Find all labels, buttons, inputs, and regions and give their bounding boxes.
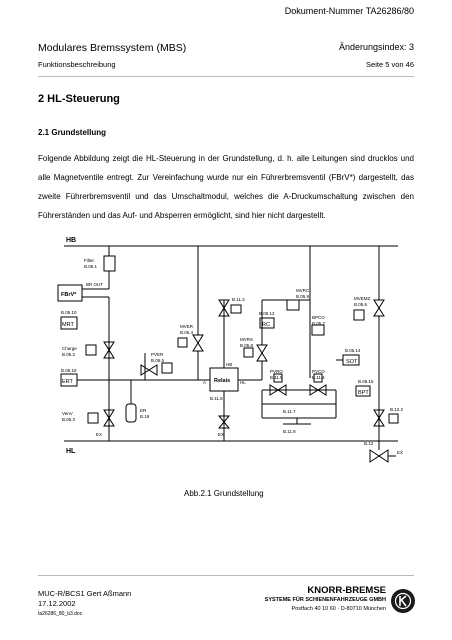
label-pvro-ref: B.11.5	[270, 375, 283, 380]
label-filter: Filter	[84, 258, 94, 263]
label-ex-2: EX	[218, 432, 225, 437]
document-number: Dokument-Nummer TA26286/80	[284, 6, 414, 16]
footer-divider	[38, 575, 414, 576]
label-bpco: BPCO	[312, 315, 325, 320]
label-er: ER	[140, 408, 147, 413]
change-index: Änderungsindex: 3	[338, 42, 414, 52]
footer-date: 17.12.2002	[38, 599, 76, 608]
label-v12: B.12	[364, 441, 374, 446]
subsection-heading: 2.1 Grundstellung	[38, 128, 107, 137]
label-mver-ref: B.05.4	[180, 330, 194, 335]
knorr-logo-icon	[390, 588, 416, 614]
footer-author: MUC-R/BCS1 Gert Aßmann	[38, 589, 132, 598]
label-rc: RC	[262, 322, 270, 328]
figure-caption: Abb.2.1 Grundstellung	[184, 489, 264, 498]
label-mvrs: MVRS	[240, 337, 254, 342]
label-pvco: PVCO	[312, 369, 325, 374]
label-pvco-ref: B.11.4	[312, 375, 325, 380]
label-v11-8: B.11.8	[283, 429, 296, 434]
label-hl: HL	[66, 448, 76, 455]
page-number: Seite 5 von 46	[366, 60, 414, 69]
footer-meta	[38, 589, 131, 619]
label-er-ref: B.19	[140, 414, 150, 419]
label-hb: HB	[66, 237, 77, 244]
label-ex: EX	[96, 432, 103, 437]
label-pver: PVER	[151, 352, 164, 357]
label-charge: Charge	[62, 346, 77, 351]
label-filter-ref: B.05.1	[84, 264, 98, 269]
label-bpt: BPT	[358, 390, 369, 396]
document-title: Modulares Bremssystem (MBS)	[38, 42, 187, 54]
label-mrt-ref: B.05.10	[61, 310, 77, 315]
label-bpco-ref: B.05.7	[312, 321, 326, 326]
label-mvrs-ref: B.05.8	[240, 343, 254, 348]
document-subtitle: Funktionsbeschreibung	[38, 60, 116, 69]
label-sot: SOT	[346, 359, 358, 365]
label-mver: MVER	[180, 324, 194, 329]
label-pvro: PVRO	[270, 369, 283, 374]
label-mvemz-ref: B.05.6	[354, 302, 368, 307]
label-mvemz: MVEMZ	[354, 296, 371, 301]
label-relais: Relais	[214, 378, 231, 384]
label-fbrv: FBrV*	[61, 292, 77, 298]
label-sot-ref: B.05.14	[345, 348, 361, 353]
body-paragraph: Folgende Abbildung zeigt die HL-Steuerung in der Grundstellung, d. h. alle Leitungen sind drucklos und alle Magnetventile entregt. Zur Vereinfachung wurde nur ein Führerbremsventil (FBrV*) dargestellt, das zweite Führerbremsventil und das Umschaltmodul, welches die A-Druckumschaltung zwischen den Führerständen und das Auf- und Absperren ermöglicht, sind hier nicht dargestellt.	[38, 154, 414, 220]
label-ert: ERT	[62, 379, 73, 385]
label-ventil: VenV	[62, 411, 73, 416]
label-ert-ref: B.05.18	[61, 368, 77, 373]
label-relais-ref: B.11.6	[210, 396, 223, 401]
label-relais-hb: HB	[226, 362, 233, 367]
brand-address: Postfach 40 10 60 · D-80710 München	[291, 606, 386, 612]
brand-name: KNORR-BREMSE	[307, 585, 386, 596]
label-mvrc-ref: B.05.9	[296, 294, 310, 299]
brand-systems: SYSTEME FÜR SCHIENENFAHRZEUGE GMBH	[264, 597, 386, 603]
label-relais-a: A	[203, 380, 207, 385]
label-v05-12: B.05.12	[259, 311, 275, 316]
label-ventil-ref: B.05.3	[62, 417, 76, 422]
label-relais-hl: HL	[240, 380, 246, 385]
label-bpt-ref: B.05.15	[358, 379, 374, 384]
section-heading: 2 HL-Steuerung	[38, 93, 120, 105]
label-v12-2: B.12.2	[390, 407, 404, 412]
label-ex-3: EX	[397, 450, 404, 455]
label-pver-ref: B.05.5	[151, 358, 165, 363]
label-mrt: MRT	[62, 322, 74, 328]
label-mvrc: MVRC	[296, 288, 310, 293]
footer-file: ta26286_80_b3.doc	[38, 611, 83, 617]
label-v11-3: B.11.3	[232, 297, 245, 302]
label-br-out: BR OUT	[86, 282, 104, 287]
label-charge-ref: B.05.2	[62, 352, 76, 357]
label-v11-7: B.11.7	[283, 409, 296, 414]
